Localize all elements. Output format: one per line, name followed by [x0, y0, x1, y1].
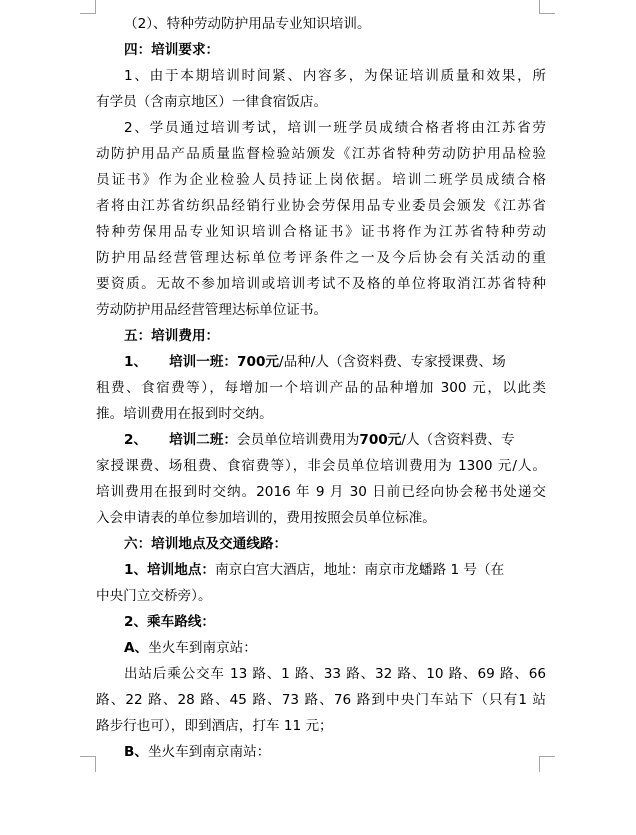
fee-text: 会员单位培训费用为 — [237, 432, 360, 448]
text-line: 员证书》作为企业检验人员持证上岗依据。培训二班学员成绩合格 — [96, 172, 546, 188]
item-number: 2、 — [124, 432, 148, 448]
item-label: 1、培训地点： — [124, 562, 216, 578]
text-line: 路、22 路、28 路、45 路、73 路、76 路到中央门车站下（只有1 站 — [96, 692, 546, 708]
item-number: B、 — [124, 744, 148, 760]
fee-item-1 — [124, 349, 546, 375]
fee-text: /人（含资料费、专 — [401, 432, 515, 448]
route-heading-b — [124, 739, 546, 765]
fee-amount: 700元 — [359, 432, 402, 448]
text-line: 防护用品经营管理达标单位考评条件之一及今后协会有关活动的重 — [96, 250, 546, 266]
crop-mark — [80, 756, 96, 757]
section-heading: 五：培训费用： — [124, 328, 220, 344]
text-line: 推。培训费用在报到时交纳。 — [96, 406, 273, 422]
text-line: 者将由江苏省纺织品经销行业协会劳保用品专业委员会颁发《江苏省 — [96, 198, 546, 214]
text-line: 租费、食宿费等），每增加一个培训产品的品种增加 300 元，以此类 — [96, 380, 546, 396]
text-line: 动防护用品产品质量监督检验站颁发《江苏省特种劳动防护用品检验 — [96, 146, 546, 162]
text-line: （2）、特种劳动防护用品专业知识培训。 — [124, 16, 371, 32]
route-heading-a — [124, 635, 546, 661]
text-line: 有学员（含南京地区）一律食宿饭店。 — [96, 94, 328, 110]
text-line: 入会申请表的单位参加培训的，费用按照会员单位标准。 — [96, 510, 436, 526]
fee-text: /品种/人（含资料费、专家授课费、场 — [279, 354, 506, 370]
item-number: A、 — [124, 640, 149, 656]
venue-text: 南京白宫大酒店，地址：南京市龙蟠路 1 号（在 — [215, 562, 505, 578]
fee-item-2 — [124, 427, 546, 453]
venue-line — [124, 557, 546, 583]
crop-mark — [80, 13, 96, 14]
text-line: 路步行也可），即到酒店，打车 11 元； — [96, 718, 333, 734]
text-line: 特种劳保用品专业知识培训合格证书》证书将作为江苏省特种劳动 — [96, 224, 546, 240]
route-label: 坐火车到南京南站： — [147, 744, 271, 760]
subsection-heading: 2、乘车路线： — [124, 614, 216, 630]
text-line: 劳动防护用品经营管理达标单位证书。 — [96, 302, 328, 318]
section-heading: 四：培训要求： — [124, 42, 220, 58]
section-heading: 六：培训地点及交通线路： — [124, 536, 288, 552]
text-line: 培训费用在报到时交纳。2016 年 9 月 30 日前已经向协会秘书处递交 — [96, 484, 546, 500]
item-label: 培训二班： — [169, 432, 238, 448]
text-line: 要资质。无故不参加培训或培训考试不及格的单位将取消江苏省特种 — [96, 276, 546, 292]
route-label: 坐火车到南京站： — [148, 640, 257, 656]
crop-mark — [95, 756, 96, 772]
text-line: 出站后乘公交车 13 路、1 路、33 路、32 路、10 路、69 路、66 — [124, 666, 546, 682]
item-number: 1、 — [124, 354, 148, 370]
crop-mark — [95, 0, 96, 14]
text-line: 家授课费、场租费、食宿费等），非会员单位培训费用为 1300 元/人。 — [96, 458, 546, 474]
item-label: 培训一班： — [169, 354, 238, 370]
text-line: 1、由于本期培训时间紧、内容多，为保证培训质量和效果，所 — [124, 68, 546, 84]
text-line: 中央门立交桥旁）。 — [96, 588, 212, 604]
text-line: 2、学员通过培训考试，培训一班学员成绩合格者将由江苏省劳 — [124, 120, 546, 136]
fee-amount: 700元 — [237, 354, 280, 370]
